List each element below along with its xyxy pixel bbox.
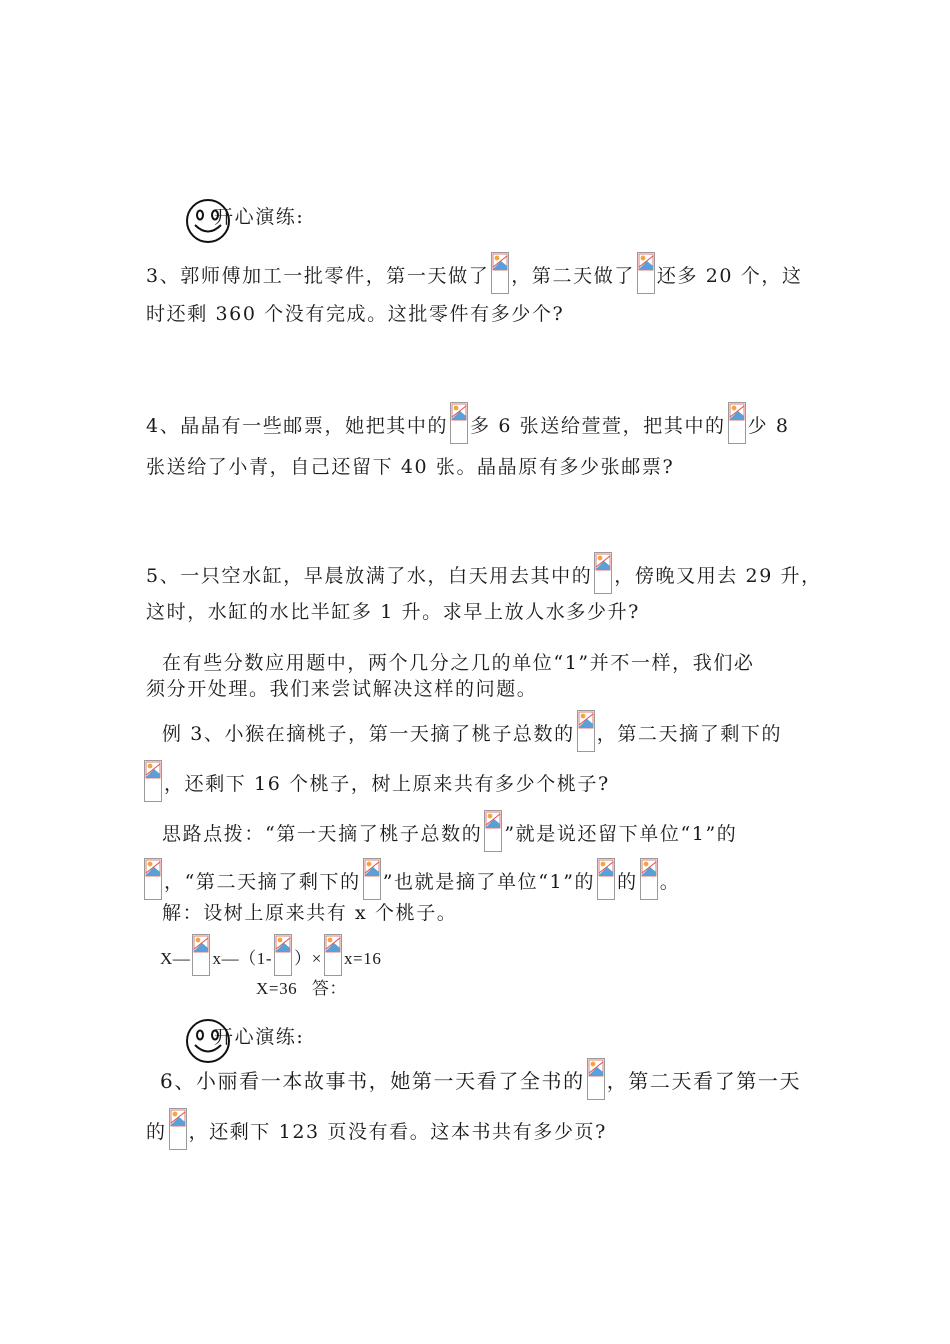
fraction-image-icon <box>144 858 162 900</box>
problem-3-text-b: ，第二天做了 <box>511 265 635 287</box>
fraction-image-icon <box>192 934 210 976</box>
fraction-image-icon <box>274 934 292 976</box>
fraction-image-icon <box>491 252 509 294</box>
problem-6-text-b: ，第二天看了第一天 <box>606 1069 802 1093</box>
problem-6-text-d: ，还剩下 123 页没有看。这本书共有多少页? <box>188 1121 607 1143</box>
fraction-image-icon <box>597 858 615 900</box>
fraction-image-icon <box>169 1108 187 1150</box>
fraction-image-icon <box>484 810 502 852</box>
problem-3-text-c: 还多 20 个，这 <box>656 265 803 287</box>
problem-6-text-c: 的 <box>146 1121 167 1143</box>
problem-6-line-2 <box>146 1108 607 1150</box>
problem-3-line-1 <box>146 252 803 294</box>
example-3-line-2 <box>142 760 610 802</box>
problem-4-line-2 <box>146 452 674 479</box>
equation-part-a: X— <box>160 949 191 968</box>
equation-part-d: x=16 <box>343 949 382 968</box>
equation-part-b: x—（1- <box>212 949 273 968</box>
problem-3-text-d: 时还剩 360 个没有完成。这批零件有多少个? <box>146 303 565 325</box>
hint-text-d: ”也就是摘了单位“1”的 <box>382 871 596 893</box>
intro-line-1 <box>162 648 755 675</box>
fraction-image-icon <box>587 1058 605 1100</box>
fraction-image-icon <box>640 858 658 900</box>
hint-line-1 <box>162 810 737 852</box>
fraction-image-icon <box>450 402 468 444</box>
solution-equation-line <box>160 934 381 976</box>
practice-heading <box>214 202 304 229</box>
fraction-image-icon <box>728 402 746 444</box>
hint-line-2 <box>142 858 680 900</box>
practice-heading-2-text: 开心演练: <box>214 1026 305 1048</box>
solution-answer-label: 答： <box>311 979 348 998</box>
problem-5-text-b: ，傍晚又用去 29 升， <box>614 565 822 587</box>
problem-5-line-2 <box>146 597 640 624</box>
problem-4-line-1 <box>146 402 790 444</box>
problem-4-text-b: 多 6 张送给萱萱，把其中的 <box>470 415 726 437</box>
example-3-text-a: 例 3、小猴在摘桃子，第一天摘了桃子总数的 <box>162 723 575 745</box>
problem-4-text-d: 张送给了小青，自己还留下 40 张。晶晶原有多少张邮票? <box>146 456 675 478</box>
problem-4-text-c: 少 8 <box>747 415 790 437</box>
fraction-image-icon <box>144 760 162 802</box>
practice-heading-text: 开心演练: <box>214 206 305 228</box>
problem-6-line-1 <box>160 1058 801 1100</box>
practice-heading-2 <box>214 1022 304 1049</box>
intro-text-a: 在有些分数应用题中，两个几分之几的单位“1”并不一样，我们必 <box>162 652 755 674</box>
hint-text-c: ，“第二天摘了剩下的 <box>164 871 361 893</box>
equation-part-c: ）× <box>294 949 322 968</box>
problem-5-line-1 <box>146 552 822 594</box>
solution-result-line <box>256 974 347 999</box>
example-3-text-c: ，还剩下 16 个桃子，树上原来共有多少个桃子? <box>164 773 610 795</box>
fraction-image-icon <box>594 552 612 594</box>
problem-5-text-c: 这时，水缸的水比半缸多 1 升。求早上放人水多少升? <box>146 601 640 623</box>
hint-text-f: 。 <box>659 871 681 893</box>
fraction-image-icon <box>637 252 655 294</box>
example-3-text-b: ，第二天摘了剩下的 <box>596 723 783 745</box>
problem-6-text-a: 6、小丽看一本故事书，她第一天看了全书的 <box>160 1069 585 1093</box>
fraction-image-icon <box>577 710 595 752</box>
fraction-image-icon <box>324 934 342 976</box>
problem-4-text-a: 4、晶晶有一些邮票，她把其中的 <box>146 415 449 437</box>
problem-5-text-a: 5、一只空水缸，早晨放满了水，白天用去其中的 <box>146 565 593 587</box>
solution-result: X=36 <box>256 979 298 998</box>
example-3-line-1 <box>162 710 782 752</box>
intro-text-b: 须分开处理。我们来尝试解决这样的问题。 <box>146 678 538 700</box>
solution-setup-line <box>162 898 457 925</box>
hint-text-a: 思路点拨：“第一天摘了桃子总数的 <box>162 823 483 845</box>
hint-text-e: 的 <box>617 871 638 893</box>
fraction-image-icon <box>363 858 381 900</box>
problem-3-text-a: 3、郭师傅加工一批零件，第一天做了 <box>146 265 490 287</box>
problem-3-line-2 <box>146 299 564 326</box>
intro-line-2 <box>146 674 537 701</box>
solution-setup-text: 解：设树上原来共有 x 个桃子。 <box>162 902 458 924</box>
hint-text-b: ”就是说还留下单位“1”的 <box>504 823 738 845</box>
